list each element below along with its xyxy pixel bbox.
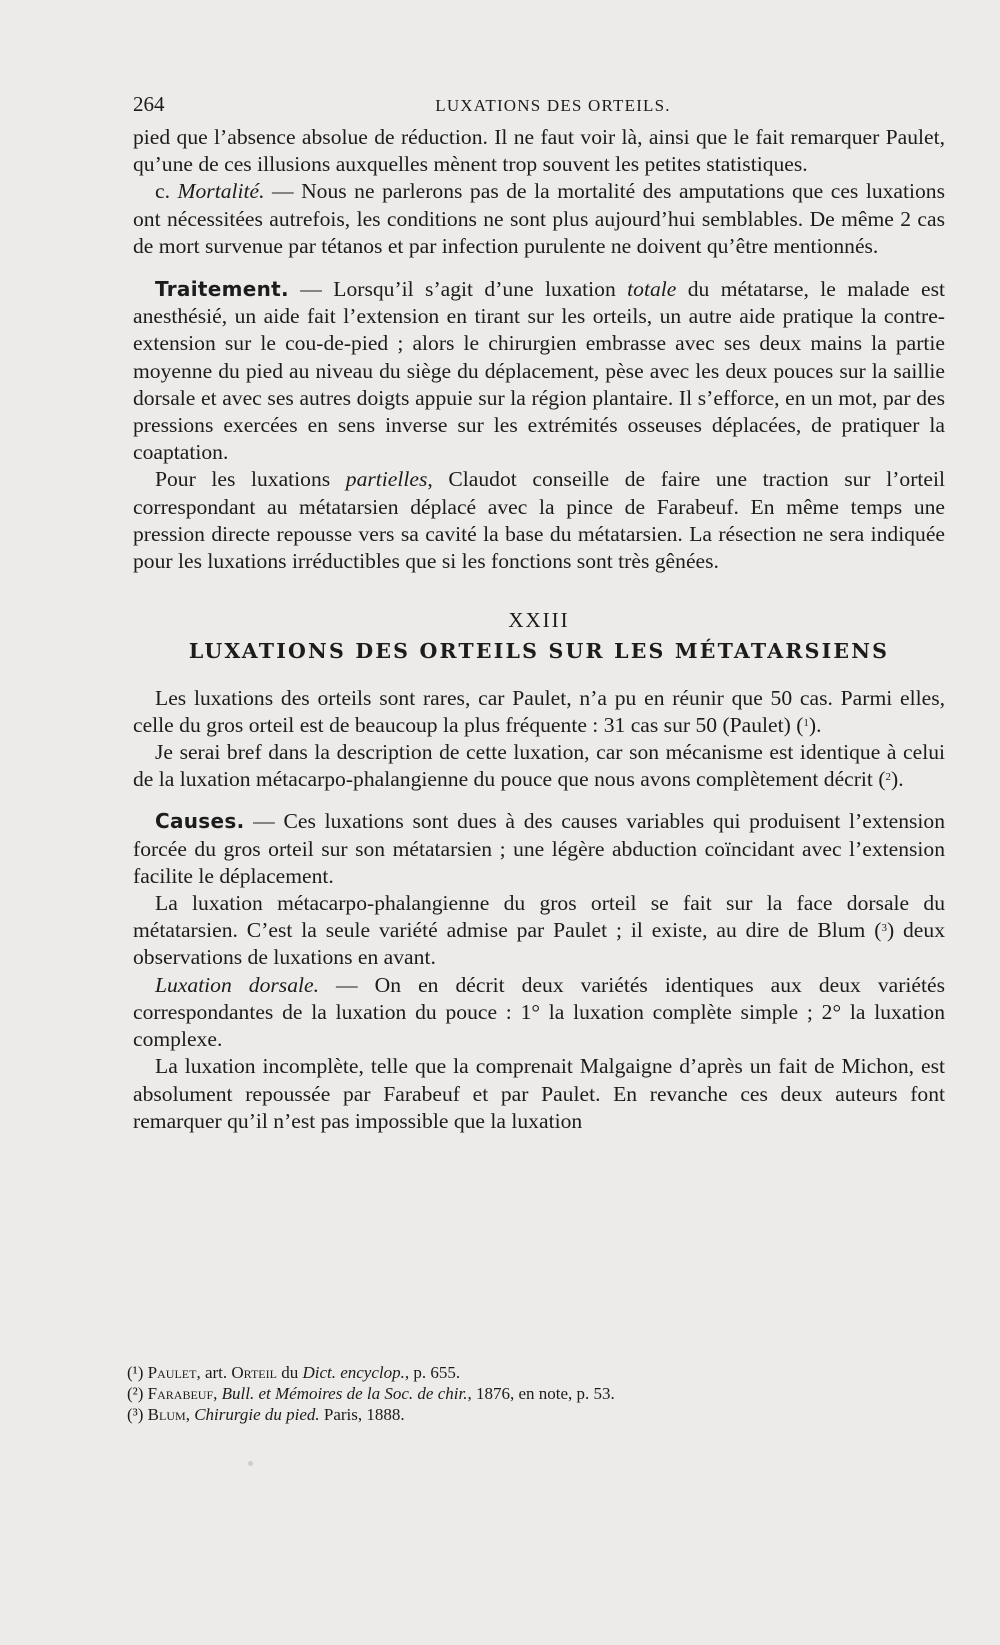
footnote (127, 1362, 939, 1383)
footnote-mark: (¹) (127, 1363, 144, 1382)
page-number: 264 (133, 92, 165, 116)
footnote (127, 1404, 939, 1425)
paragraph-text: — Nous ne parlerons pas de la mortalité des amputations que ces luxations ont nécessitées autrefois, les conditions ne sont plus aujourd’hui semblables. De même 2 cas de mort survenue par tétanos et par infection purulente ne doivent qu’être mentionnés. (133, 179, 945, 258)
paragraph-label: c. (155, 179, 178, 204)
footnote-text: Paris, 1888. (319, 1405, 405, 1424)
paragraph-text: du métatarse, le malade est anesthésié, un aide fait l’extension en tirant sur les orteils, un autre aide pratique la contre-extension sur le cou-de-pied ; alors le chirurgien embrasse avec ses deux mains la partie moyenne du pied au niveau du siège du déplacement, pèse avec les deux pouces sur la saillie dorsale et avec ses autres doigts appuie sur la région plantaire. Il s’efforce, en un mot, par des pressions exercées en sens inverse sur les extrémités osseuses déplacées, de pratiquer la coaptation. (133, 277, 945, 465)
paragraph (133, 890, 945, 972)
footnote-ref: 3 (881, 922, 887, 935)
paragraph-text: ). (808, 712, 822, 737)
paragraph-luxation-dorsale (133, 972, 945, 1054)
footnote-title: Chirurgie du pied. (194, 1405, 320, 1424)
paragraph-text: La luxation métacarpo-phalangienne du gros orteil se fait sur la face dorsale du métatarsien. C’est la seule variété admise par Paulet ; il existe, au dire de Blum ( (133, 891, 945, 943)
footnote-author: Blum (147, 1405, 186, 1424)
emphasis: totale (627, 277, 677, 302)
paragraph-text: — On en décrit deux variétés identiques aux deux variétés correspondantes de la luxation du pouce : 1° la luxation complète simple ; 2° la luxation complexe. (133, 972, 945, 1052)
footnote-text: Orteil (231, 1363, 277, 1382)
paragraph-traitement (133, 276, 945, 466)
footnotes (127, 1362, 939, 1425)
paragraph-text: pied que l’absence absolue de réduction. Il ne faut voir là, ainsi que le fait remarquer Paulet, qu’une de ces illusions auxquelles mènent trop souvent les petites statistiques. (133, 125, 945, 177)
paper-spot (248, 1461, 253, 1466)
paragraph (133, 466, 945, 575)
footnote-text: , 1876, en note, p. 53. (467, 1384, 615, 1403)
section-heading-causes: Causes. (155, 809, 245, 834)
section-heading-traitement: Traitement. (155, 277, 289, 302)
footnote-mark: (³) (127, 1405, 144, 1424)
paragraph (133, 124, 945, 178)
footnote-title: Bull. et Mémoires de la Soc. de chir. (221, 1384, 468, 1403)
footnote (127, 1383, 939, 1404)
paragraph-text: Je serai bref dans la description de cette luxation, car son mécanisme est identique à celui de la luxation métacarpo-phalangienne du pouce que nous avons complètement décrit ( (133, 740, 945, 792)
footnote-text: , p. 655. (404, 1363, 461, 1382)
footnote-text: , (185, 1405, 195, 1424)
paragraph-causes (133, 808, 945, 890)
footnote-text: , (213, 1384, 222, 1403)
paragraph-text: Les luxations des orteils sont rares, car Paulet, n’a pu en réunir que 50 cas. Parmi elles, celle du gros orteil est de beaucoup la plus fréquente : 31 cas sur 50 (Paulet) ( (133, 685, 945, 737)
emphasis: partielles (345, 467, 428, 492)
footnote-title: Dict. encyclop. (302, 1363, 405, 1382)
paragraph (133, 1053, 945, 1135)
footnote-author: Farabeuf (147, 1384, 214, 1403)
running-head: LUXATIONS DES ORTEILS. (435, 96, 671, 115)
paragraph-text: La luxation incomplète, telle que la comprenait Malgaigne d’après un fait de Michon, est absolument repoussée par Farabeuf et par Paulet. En revanche ces deux auteurs font remarquer qu’il n’est pas impossible que la luxation (133, 1054, 945, 1133)
body-text (133, 124, 945, 1135)
paragraph-text: ) deux observations de luxations en avant. (133, 918, 945, 970)
footnote-ref: 2 (885, 771, 892, 784)
section-number: XXIII (508, 608, 570, 633)
section-title: LUXATIONS DES ORTEILS SUR LES MÉTATARSIENS (188, 639, 890, 664)
paragraph-text: Pour les luxations (155, 467, 346, 492)
footnote-text: du (276, 1363, 303, 1382)
footnote-mark: (²) (127, 1384, 144, 1403)
footnote-text: , art. (196, 1363, 232, 1382)
paragraph-text: — Lorsqu’il s’agit d’une luxation (288, 277, 628, 302)
paragraph-text: ). (891, 767, 904, 792)
paragraph (133, 685, 945, 739)
footnote-author: Paulet (147, 1363, 197, 1382)
paragraph-text: , Claudot conseille de faire une traction sur l’orteil correspondant au métatarsien déplacé avec la pince de Farabeuf. En même temps une pression directe repousse vers sa cavité la base du métatarsien. La résection ne sera indiquée pour les luxations irréductibles que si les fonctions sont très gênées. (133, 467, 945, 574)
paragraph-text: — Ces luxations sont dues à des causes variables qui produisent l’extension forcée du gros orteil sur son métatarsien ; une légère abduction coïncidant avec l’extension facilite le déplacement. (133, 809, 945, 888)
paragraph-mortalite (133, 178, 945, 260)
paragraph-heading-italic: Luxation dorsale. (155, 972, 319, 997)
page-header (133, 92, 933, 122)
footnote-ref: 1 (803, 716, 809, 729)
paragraph-heading-italic: Mortalité. (177, 179, 265, 204)
paragraph (133, 739, 945, 793)
